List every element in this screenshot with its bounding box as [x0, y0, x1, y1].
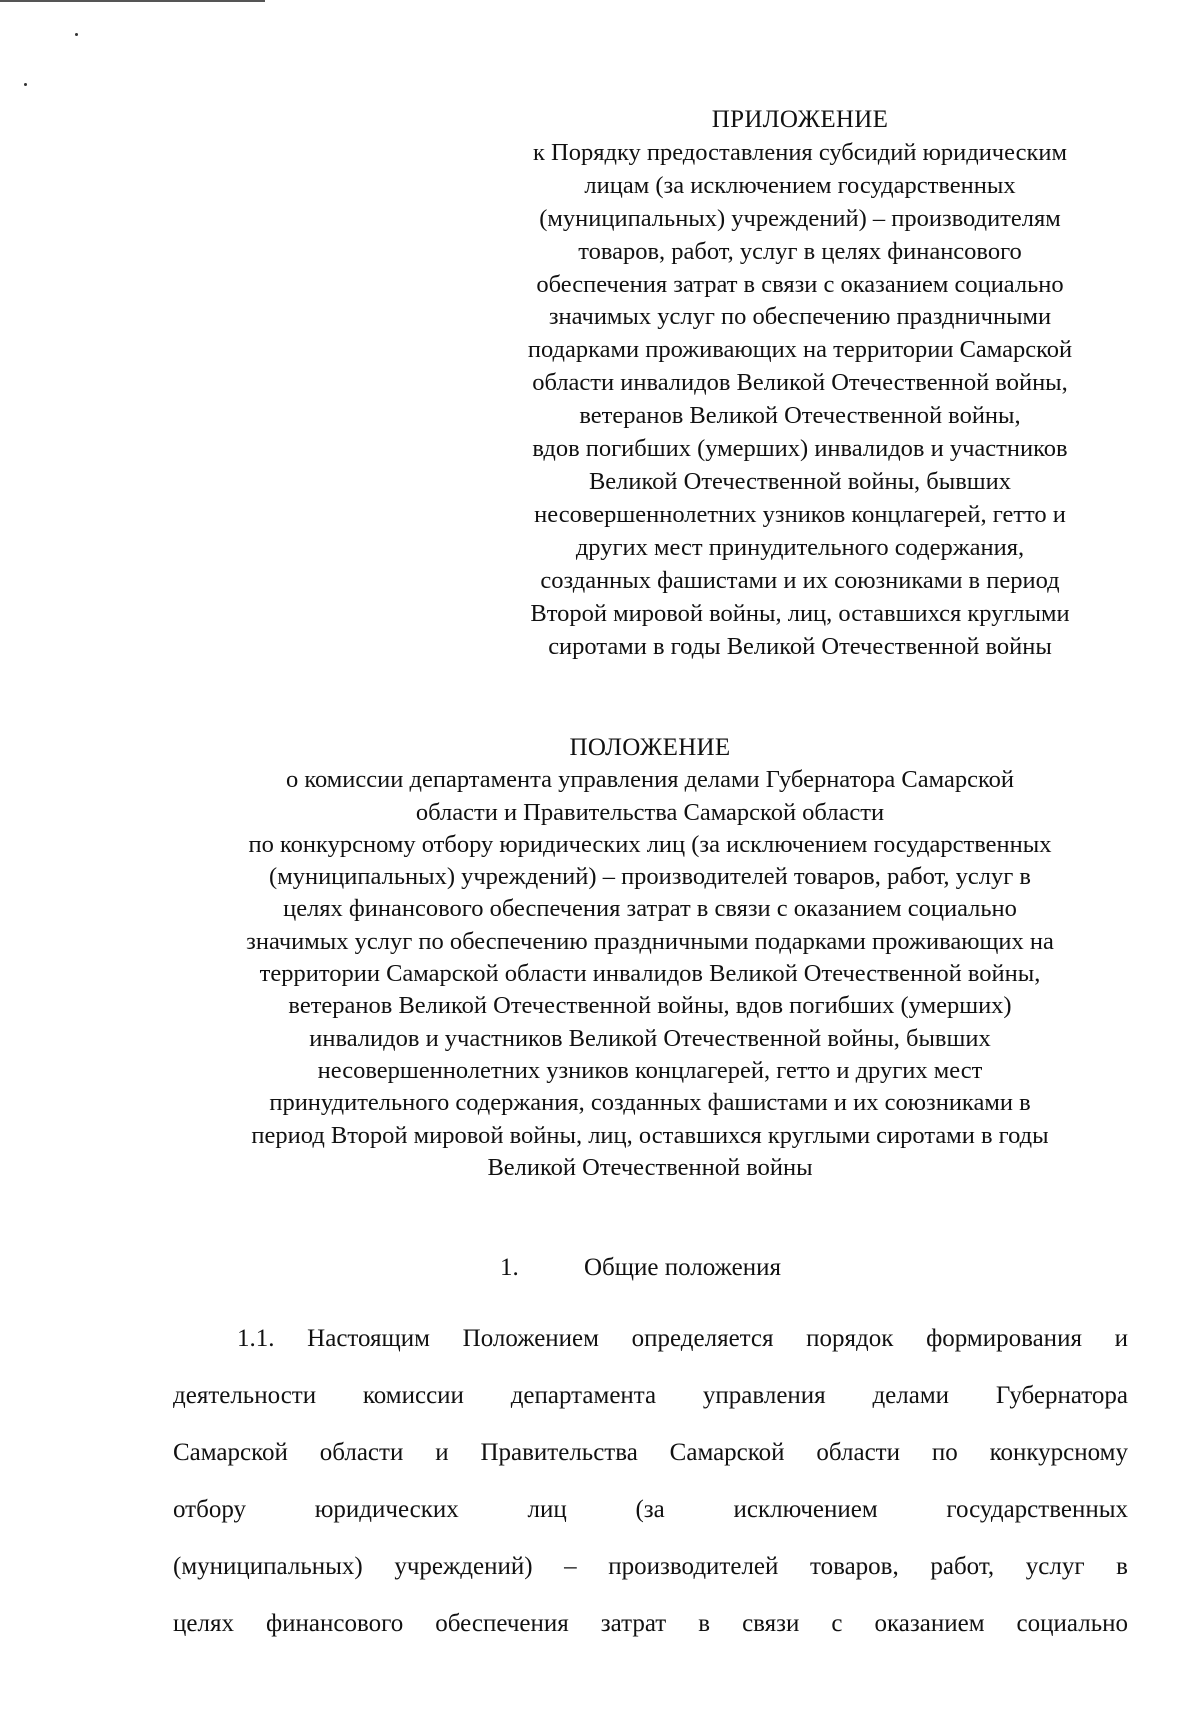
regulation-line: Великой Отечественной войны — [487, 1153, 813, 1181]
appendix-line: области инвалидов Великой Отечественной войны, — [532, 369, 1068, 397]
regulation-line: области и Правительства Самарской области — [415, 798, 885, 826]
regulation-line: значимых услуг по обеспечению праздничными подарками проживающих на — [246, 927, 1054, 955]
regulation-line: о комиссии департамента управления делами Губернатора Самарской — [285, 766, 1014, 794]
section-heading — [500, 1252, 781, 1284]
appendix-line: лицам (за исключением государственных — [584, 171, 1016, 199]
appendix-line: обеспечения затрат в связи с оказанием социально — [536, 270, 1064, 298]
regulation-title: ПОЛОЖЕНИЕ — [569, 734, 731, 761]
appendix-line: несовершеннолетних узников концлагерей, гетто и — [534, 500, 1066, 528]
paragraph-line: (муниципальных) учреждений) – производителей товаров, работ, услуг в — [173, 1553, 1128, 1580]
regulation-line: территории Самарской области инвалидов Великой Отечественной войны, — [259, 960, 1041, 988]
paragraph-line: 1.1. Настоящим Положением определяется порядок формирования и — [237, 1325, 1128, 1352]
regulation-line: несовершеннолетних узников концлагерей, гетто и других мест — [317, 1056, 983, 1084]
regulation-line: по конкурсному отбору юридических лиц (за исключением государственных — [248, 830, 1052, 858]
appendix-line: к Порядку предоставления субсидий юридическим — [532, 138, 1068, 166]
regulation-line: период Второй мировой войны, лиц, оставшихся круглыми сиротами в годы — [251, 1121, 1049, 1149]
paragraph-line: деятельности комиссии департамента управления делами Губернатора — [173, 1382, 1128, 1409]
appendix-line: других мест принудительного содержания, — [575, 533, 1025, 561]
body-paragraph — [173, 1310, 1128, 1652]
paragraph-line: Самарской области и Правительства Самарской области по конкурсному — [173, 1439, 1128, 1466]
appendix-line: (муниципальных) учреждений) – производителям — [539, 204, 1061, 232]
paragraph-line: отбору юридических лиц (за исключением государственных — [173, 1496, 1128, 1523]
scan-edge-line — [0, 0, 265, 2]
appendix-line: значимых услуг по обеспечению праздничными — [548, 303, 1052, 331]
regulation-heading-block — [160, 732, 1140, 1184]
section-number: 1. — [500, 1254, 519, 1281]
appendix-title: ПРИЛОЖЕНИЕ — [711, 106, 889, 133]
appendix-line: сиротами в годы Великой Отечественной войны — [548, 632, 1052, 660]
appendix-block — [460, 104, 1140, 663]
appendix-line: вдов погибших (умерших) инвалидов и участников — [532, 435, 1068, 463]
section-title: Общие положения — [584, 1254, 781, 1281]
appendix-line: ветеранов Великой Отечественной войны, — [579, 402, 1021, 430]
regulation-line: принудительного содержания, созданных фашистами и их союзниками в — [269, 1089, 1031, 1117]
appendix-line: Второй мировой войны, лиц, оставшихся круглыми — [530, 599, 1070, 627]
scan-speck — [75, 33, 78, 36]
appendix-line: товаров, работ, услуг в целях финансового — [578, 237, 1022, 265]
regulation-line: целях финансового обеспечения затрат в связи с оказанием социально — [283, 895, 1017, 923]
appendix-line: подарками проживающих на территории Самарской — [527, 336, 1073, 364]
scan-speck — [24, 83, 27, 86]
regulation-line: ветеранов Великой Отечественной войны, вдов погибших (умерших) — [288, 992, 1012, 1020]
regulation-line: (муниципальных) учреждений) – производителей товаров, работ, услуг в — [269, 863, 1031, 891]
appendix-line: созданных фашистами и их союзниками в период — [540, 566, 1060, 594]
regulation-line: инвалидов и участников Великой Отечественной войны, бывших — [309, 1024, 991, 1052]
appendix-line: Великой Отечественной войны, бывших — [588, 467, 1012, 495]
paragraph-line: целях финансового обеспечения затрат в связи с оказанием социально — [173, 1610, 1128, 1637]
